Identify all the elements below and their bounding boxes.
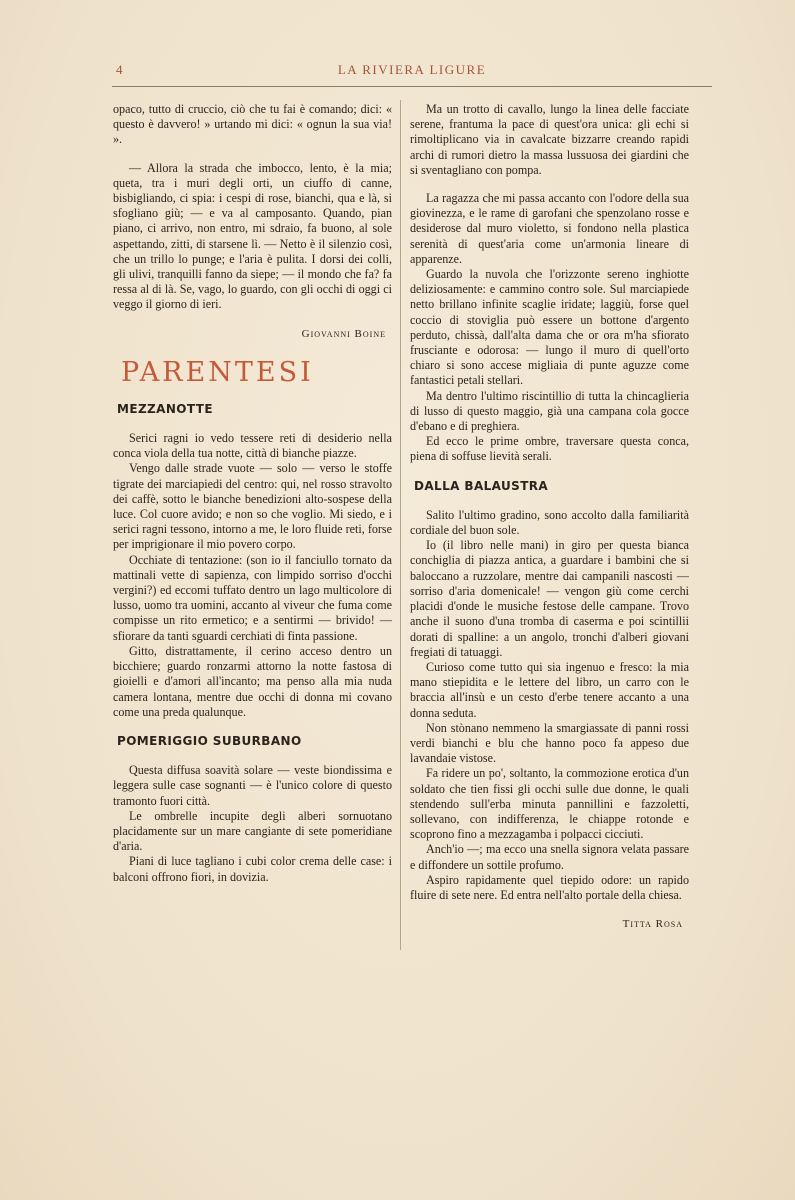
paragraph: Occhiate di tentazione: (son io il fanciullo tornato da mattinali vette di sapienza, con limpido sorriso d'occhi vergini?) ed eccomi tuffato dentro un lago multicolore di lusso, uomo tra uomini, accanto al viveur che fuma come compisse un rito ermetico; e a sentirmi — brivido! — sfiorare da tanti sguardi cerchiati di finta passione. — [113, 552, 392, 643]
paragraph: Piani di luce tagliano i cubi color crema delle case: i balconi offrono fiori, in dovizia. — [113, 854, 392, 884]
paragraph: Serici ragni io vedo tessere reti di desiderio nella conca viola della tua notte, città di bianche piazze. — [113, 431, 392, 461]
header-rule — [112, 86, 712, 87]
paragraph: Questa diffusa soavità solare — veste biondissima e leggera sulle case sognanti — è l'unico colore di questo tramonto fuori città. — [113, 763, 392, 808]
right-column — [410, 102, 689, 932]
paragraph: Guardo la nuvola che l'orizzonte sereno inghiotte deliziosamente: e cammino contro sole. Sul marciapiede netto brillano infinite scaglie iridate; laggiù, forse quel coccio di stoviglia può essere un bottone d'argento perduto, chissà, dall'alta dama che or ora m'ha sfiorato frusciante e odorosa: — lungo il muro di quell'orto chiaro si sono accese migliaia di punte aguzze come fantastici petali stellari. — [410, 267, 689, 388]
paragraph: Vengo dalle strade vuote — solo — verso le stoffe tigrate dei marciapiedi del centro: qui, nel rosso stravolto dei caffè, sotto le bianche benedizioni alto-sospese della luce. Col cuore avido; e non so che voglio. Mi siedo, e i serici ragni tessono, intorno a me, le loro fluide reti, forse per imprigionare il mio povero corpo. — [113, 461, 392, 552]
section-heading: PARENTESI — [121, 356, 314, 388]
running-title: LA RIVIERA LIGURE — [337, 62, 487, 77]
subsection-title: MEZZANOTTE — [117, 401, 213, 416]
paragraph: Fa ridere un po', soltanto, la commozione erotica d'un soldato che tien fissi gli occhi sulle due donne, le quali stendendo sull'erba minuta pannillini e fazzoletti, sollevano, con indifferenza, le chiappe rotonde e scoprono fino a mezzagamba i polpacci cicciuti. — [410, 766, 689, 842]
paragraph: La ragazza che mi passa accanto con l'odore della sua giovinezza, e le rame di garofani che spenzolano rosse e desiderose dal muro violetto, si fondono nella plastica serenità di quest'aria come un'armonia lineare di apparenze. — [410, 191, 689, 266]
subsection-title: POMERIGGIO SUBURBANO — [117, 733, 302, 748]
paragraph: — Allora la strada che imbocco, lento, è la mia; queta, tra i muri degli orti, un ciuffo di canne, bisbigliando, ci spia: i cespi di rose, bianchi, qua e là, si sfogliano giù; — e va al camposanto. Quando, pian piano, ci arrivo, non entro, mi sdraio, fa buono, al sole aspettando, zitti, di starsene lì. — Netto è il silenzio così, che un trillo lo punge; e l'aria è pulita. I dorsi dei colli, gli ulivi, tranquilli fanno da siepe; — il mondo che fa? fa ressa al di là. Se, vago, lo guardo, con gli occhi di oggi ci veggo il giorno di ieri. — [113, 160, 392, 312]
paragraph: Gitto, distrattamente, il cerino acceso dentro un bicchiere; guardo ronzarmi attorno la notte fastosa di gioielli e d'amori all'incanto; ma penso alla mia nuda camera lontana, mentre due occhi di donna mi covano come una preda qualunque. — [113, 643, 392, 719]
paragraph: opaco, tutto di cruccio, ciò che tu fai è comando; dici: « questo è davvero! » urtando mi dici: « ognun la sua via! ». — [113, 102, 392, 147]
paragraph: Aspiro rapidamente quel tiepido odore: un rapido fluire di sete nere. Ed entra nell'alto portale della chiesa. — [410, 872, 689, 902]
left-column — [113, 102, 392, 885]
paragraph: Anch'io —; ma ecco una snella signora velata passare e diffondere un sottile profumo. — [410, 842, 689, 872]
paragraph: Io (il libro nelle mani) in giro per questa bianca conchiglia di piazza antica, a guardare i bambini che si baloccano a ruzzolare, mentre dai campanili nascosti — sorriso d'aria domenicale! — vengon giù come cerchi placidi d'onde le musiche festose delle campane. Trovo anche il suono d'una tromba di caserma e poi scintillii dorati di spalline: a un angolo, tronchi d'alberi giovani fregiati di tatuaggi. — [410, 538, 689, 659]
paragraph: Ma dentro l'ultimo riscintillio di tutta la chincaglieria di lusso di questo maggio, già una campana cola gocce d'ebano e di preghiera. — [410, 388, 689, 434]
paragraph: Non stònano nemmeno la smargiassate di panni rossi verdi bianchi e blu che hanno poco fa appeso due lavandaie vistose. — [410, 720, 689, 766]
paragraph: Ed ecco le prime ombre, traversare questa conca, piena di soffuse lievità serali. — [410, 434, 689, 464]
subsection-title: DALLA BALAUSTRA — [414, 478, 549, 493]
paragraph: Curioso come tutto qui sia ingenuo e fresco: la mia mano stiepidita e le lettere del libro, un carro con le braccia all'insù e un cesto d'erbe tenere accanto a una donna seduta. — [410, 659, 689, 720]
paragraph: Le ombrelle incupite degli alberi sornuotano placidamente sur un mare cangiante di sete pomeridiane d'aria. — [113, 808, 392, 854]
page-number: 4 — [116, 62, 123, 77]
column-divider — [400, 100, 401, 950]
paragraph: Ma un trotto di cavallo, lungo la linea delle facciate serene, frantuma la pace di quest'ora unica: gli echi si rimoltiplicano via in cavalcate bizzarre creando rapidi archi di rumori dietro la massa lussuosa dei giardini che si sventagliano con pompa. — [410, 102, 689, 177]
author-signature: Giovanni Boine — [301, 327, 386, 340]
page-header — [112, 62, 712, 82]
author-signature: Titta Rosa — [622, 918, 683, 931]
paragraph: Salito l'ultimo gradino, sono accolto dalla familiarità cordiale del buon sole. — [410, 507, 689, 538]
